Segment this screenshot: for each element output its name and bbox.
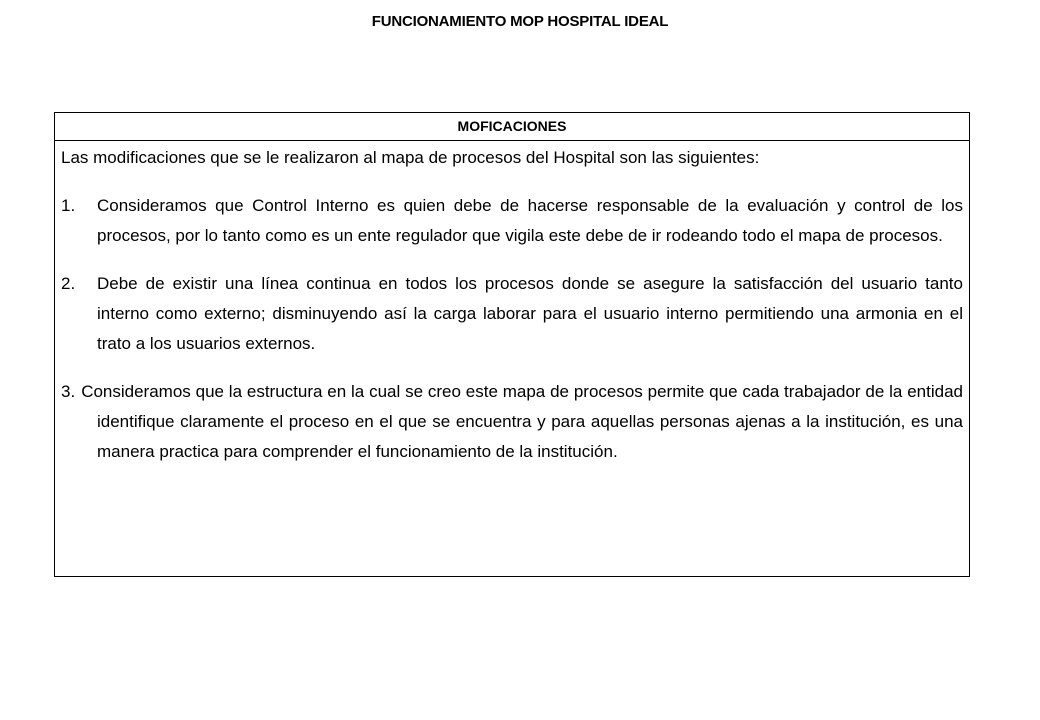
item-text: Debe de existir una línea continua en todos los procesos donde se asegure la satisfacción del usuario tanto interno como externo; disminuyendo así la carga laborar para el usuario interno permitiendo una armonia en el trato a los usuarios externos. (97, 274, 963, 353)
modifications-intro: Las modificaciones que se le realizaron al mapa de procesos del Hospital son las siguientes: (61, 148, 760, 167)
modification-item-3 (61, 377, 963, 467)
modifications-header: MOFICACIONES (55, 113, 969, 141)
item-number: 1. (61, 196, 76, 215)
modification-item-2 (61, 269, 963, 359)
item-text: Consideramos que Control Interno es quien debe de hacerse responsable de la evaluación y control de los procesos, por lo tanto como es un ente regulador que vigila este debe de ir rodeando todo el mapa de procesos. (97, 196, 963, 245)
item-number: 3. (61, 382, 76, 401)
modifications-body (55, 141, 969, 467)
item-text: Consideramos que la estructura en la cual se creo este mapa de procesos permite que cada trabajador de la entidad identifique claramente el proceso en el que se encuentra y para aquellas personas ajenas a la institución, es una manera practica para comprender el funcionamiento de la institución. (81, 382, 963, 461)
item-number: 2. (61, 274, 76, 293)
modifications-table (54, 112, 970, 577)
modification-item-1 (61, 191, 963, 251)
page-title: FUNCIONAMIENTO MOP HOSPITAL IDEAL (371, 13, 669, 30)
